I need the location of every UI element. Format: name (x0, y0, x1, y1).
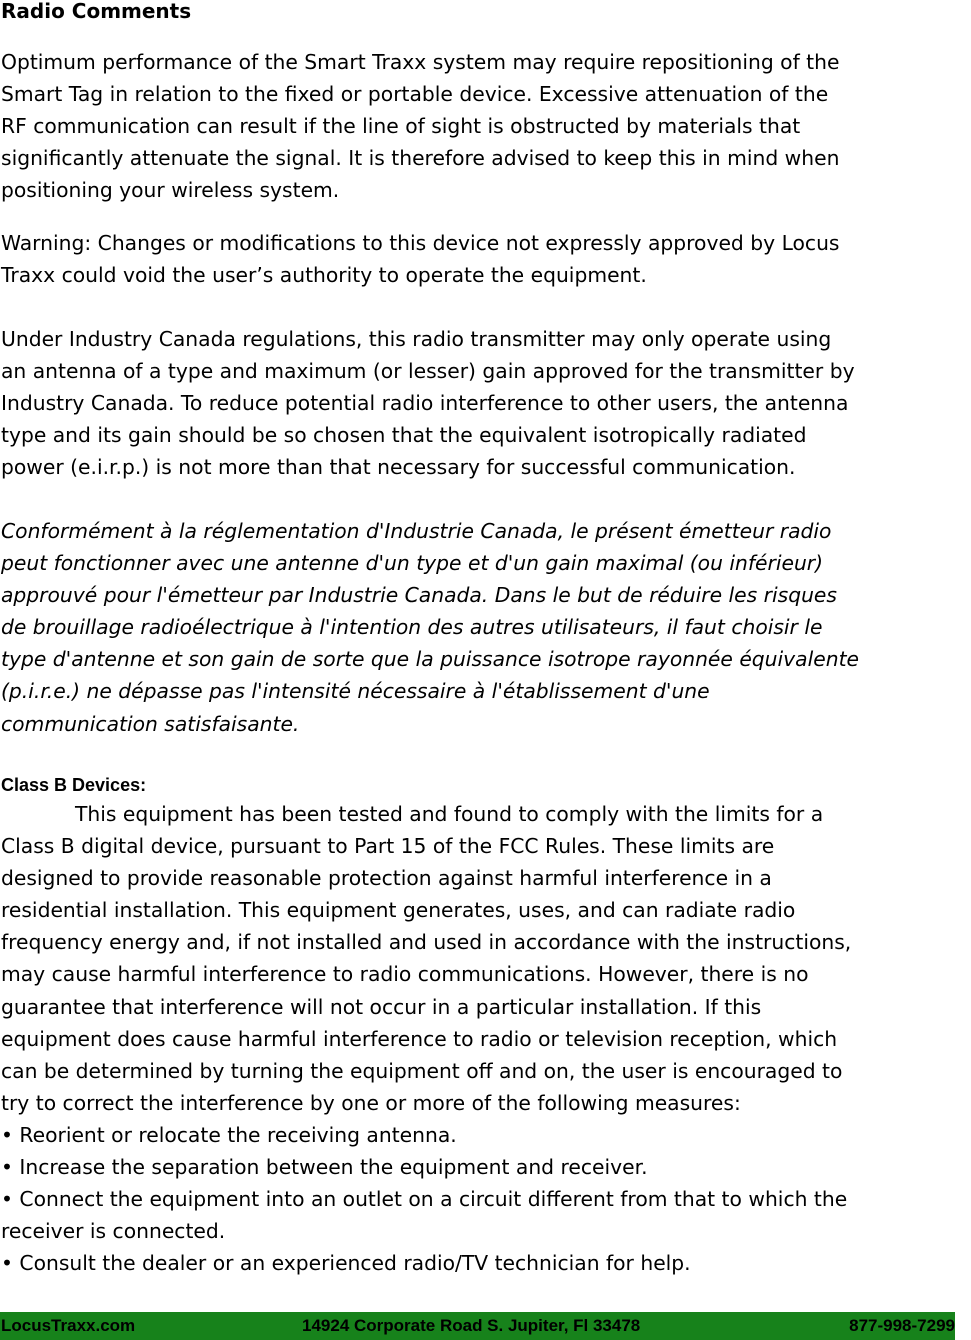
paragraph-line: Traxx could void the user’s authority to operate the equipment. (1, 263, 647, 288)
paragraph-line: Class B digital device, pursuant to Part 15 of the FCC Rules. These limits are (1, 834, 775, 859)
paragraph-line: (p.i.r.e.) ne dépasse pas l'intensité nécessaire à l'établissement d'une (1, 679, 710, 704)
warning-paragraph (1, 227, 969, 291)
bullet-item-continuation: receiver is connected. (1, 1219, 226, 1244)
page-title: Radio Comments (1, 0, 192, 23)
paragraph-line: may cause harmful interference to radio communications. However, there is no (1, 962, 809, 987)
paragraph-line: type d'antenne et son gain de sorte que la puissance isotrope rayonnée équivalente (1, 647, 860, 672)
paragraph-line: positioning your wireless system. (1, 178, 340, 203)
paragraph-line: Warning: Changes or modifications to this device not expressly approved by Locus (1, 231, 840, 255)
class-b-paragraph (1, 798, 969, 1279)
paragraph-line: residential installation. This equipment generates, uses, and can radiate radio (1, 898, 796, 923)
bullet-item: • Reorient or relocate the receiving antenna. (1, 1122, 457, 1147)
industry-canada-english-paragraph (1, 323, 969, 483)
paragraph-line: Optimum performance of the Smart Traxx system may require repositioning of the (1, 50, 840, 74)
paragraph-line: type and its gain should be so chosen that the equivalent isotropically radiated (1, 423, 807, 448)
paragraph-line: power (e.i.r.p.) is not more than that necessary for successful communication. (1, 455, 796, 480)
bullet-item: • Increase the separation between the equipment and receiver. (1, 1155, 648, 1180)
paragraph-line: designed to provide reasonable protection against harmful interference in a (1, 866, 772, 891)
paragraph-line (1, 798, 969, 830)
radio-paragraph (1, 46, 969, 206)
footer-address: 14924 Corporate Road S. Jupiter, Fl 33478 (302, 1316, 641, 1335)
footer-phone: 877-998-7299 (849, 1316, 955, 1335)
class-b-heading: Class B Devices: (1, 775, 147, 795)
paragraph-line: frequency energy and, if not installed and used in accordance with the instructions, (1, 930, 852, 955)
paragraph-line: peut fonctionner avec une antenne d'un type et d'un gain maximal (ou inférieur) (1, 551, 824, 576)
paragraph-line: try to correct the interference by one or more of the following measures: (1, 1090, 741, 1115)
industry-canada-french-paragraph (1, 515, 969, 740)
paragraph-line: Smart Tag in relation to the fixed or portable device. Excessive attenuation of the (1, 82, 829, 107)
paragraph-line: communication satisfaisante. (1, 711, 300, 736)
paragraph-line: RF communication can result if the line of sight is obstructed by materials that (1, 114, 801, 139)
paragraph-line: equipment does cause harmful interference to radio or television reception, which (1, 1026, 838, 1051)
paragraph-line: guarantee that interference will not occur in a particular installation. If this (1, 994, 762, 1019)
paragraph-line: Conformément à la réglementation d'Industrie Canada, le présent émetteur radio (1, 519, 832, 543)
paragraph-line-text: This equipment has been tested and found to comply with the limits for a (75, 802, 824, 826)
paragraph-line: Under Industry Canada regulations, this radio transmitter may only operate using (1, 327, 832, 351)
paragraph-line: an antenna of a type and maximum (or lesser) gain approved for the transmitter by (1, 359, 855, 384)
paragraph-line: significantly attenuate the signal. It is therefore advised to keep this in mind when (1, 146, 840, 171)
bullet-item: • Connect the equipment into an outlet on a circuit different from that to which the (1, 1187, 848, 1212)
paragraph-line: de brouillage radioélectrique à l'intention des autres utilisateurs, il faut choisir le (1, 615, 823, 640)
paragraph-line: Industry Canada. To reduce potential radio interference to other users, the antenna (1, 391, 849, 416)
paragraph-line: approuvé pour l'émetteur par Industrie Canada. Dans le but de réduire les risques (1, 583, 837, 608)
footer-bar (0, 1312, 955, 1340)
paragraph-line: can be determined by turning the equipment off and on, the user is encouraged to (1, 1058, 843, 1083)
bullet-item: • Consult the dealer or an experienced radio/TV technician for help. (1, 1251, 691, 1276)
footer-website: LocusTraxx.com (1, 1316, 136, 1335)
